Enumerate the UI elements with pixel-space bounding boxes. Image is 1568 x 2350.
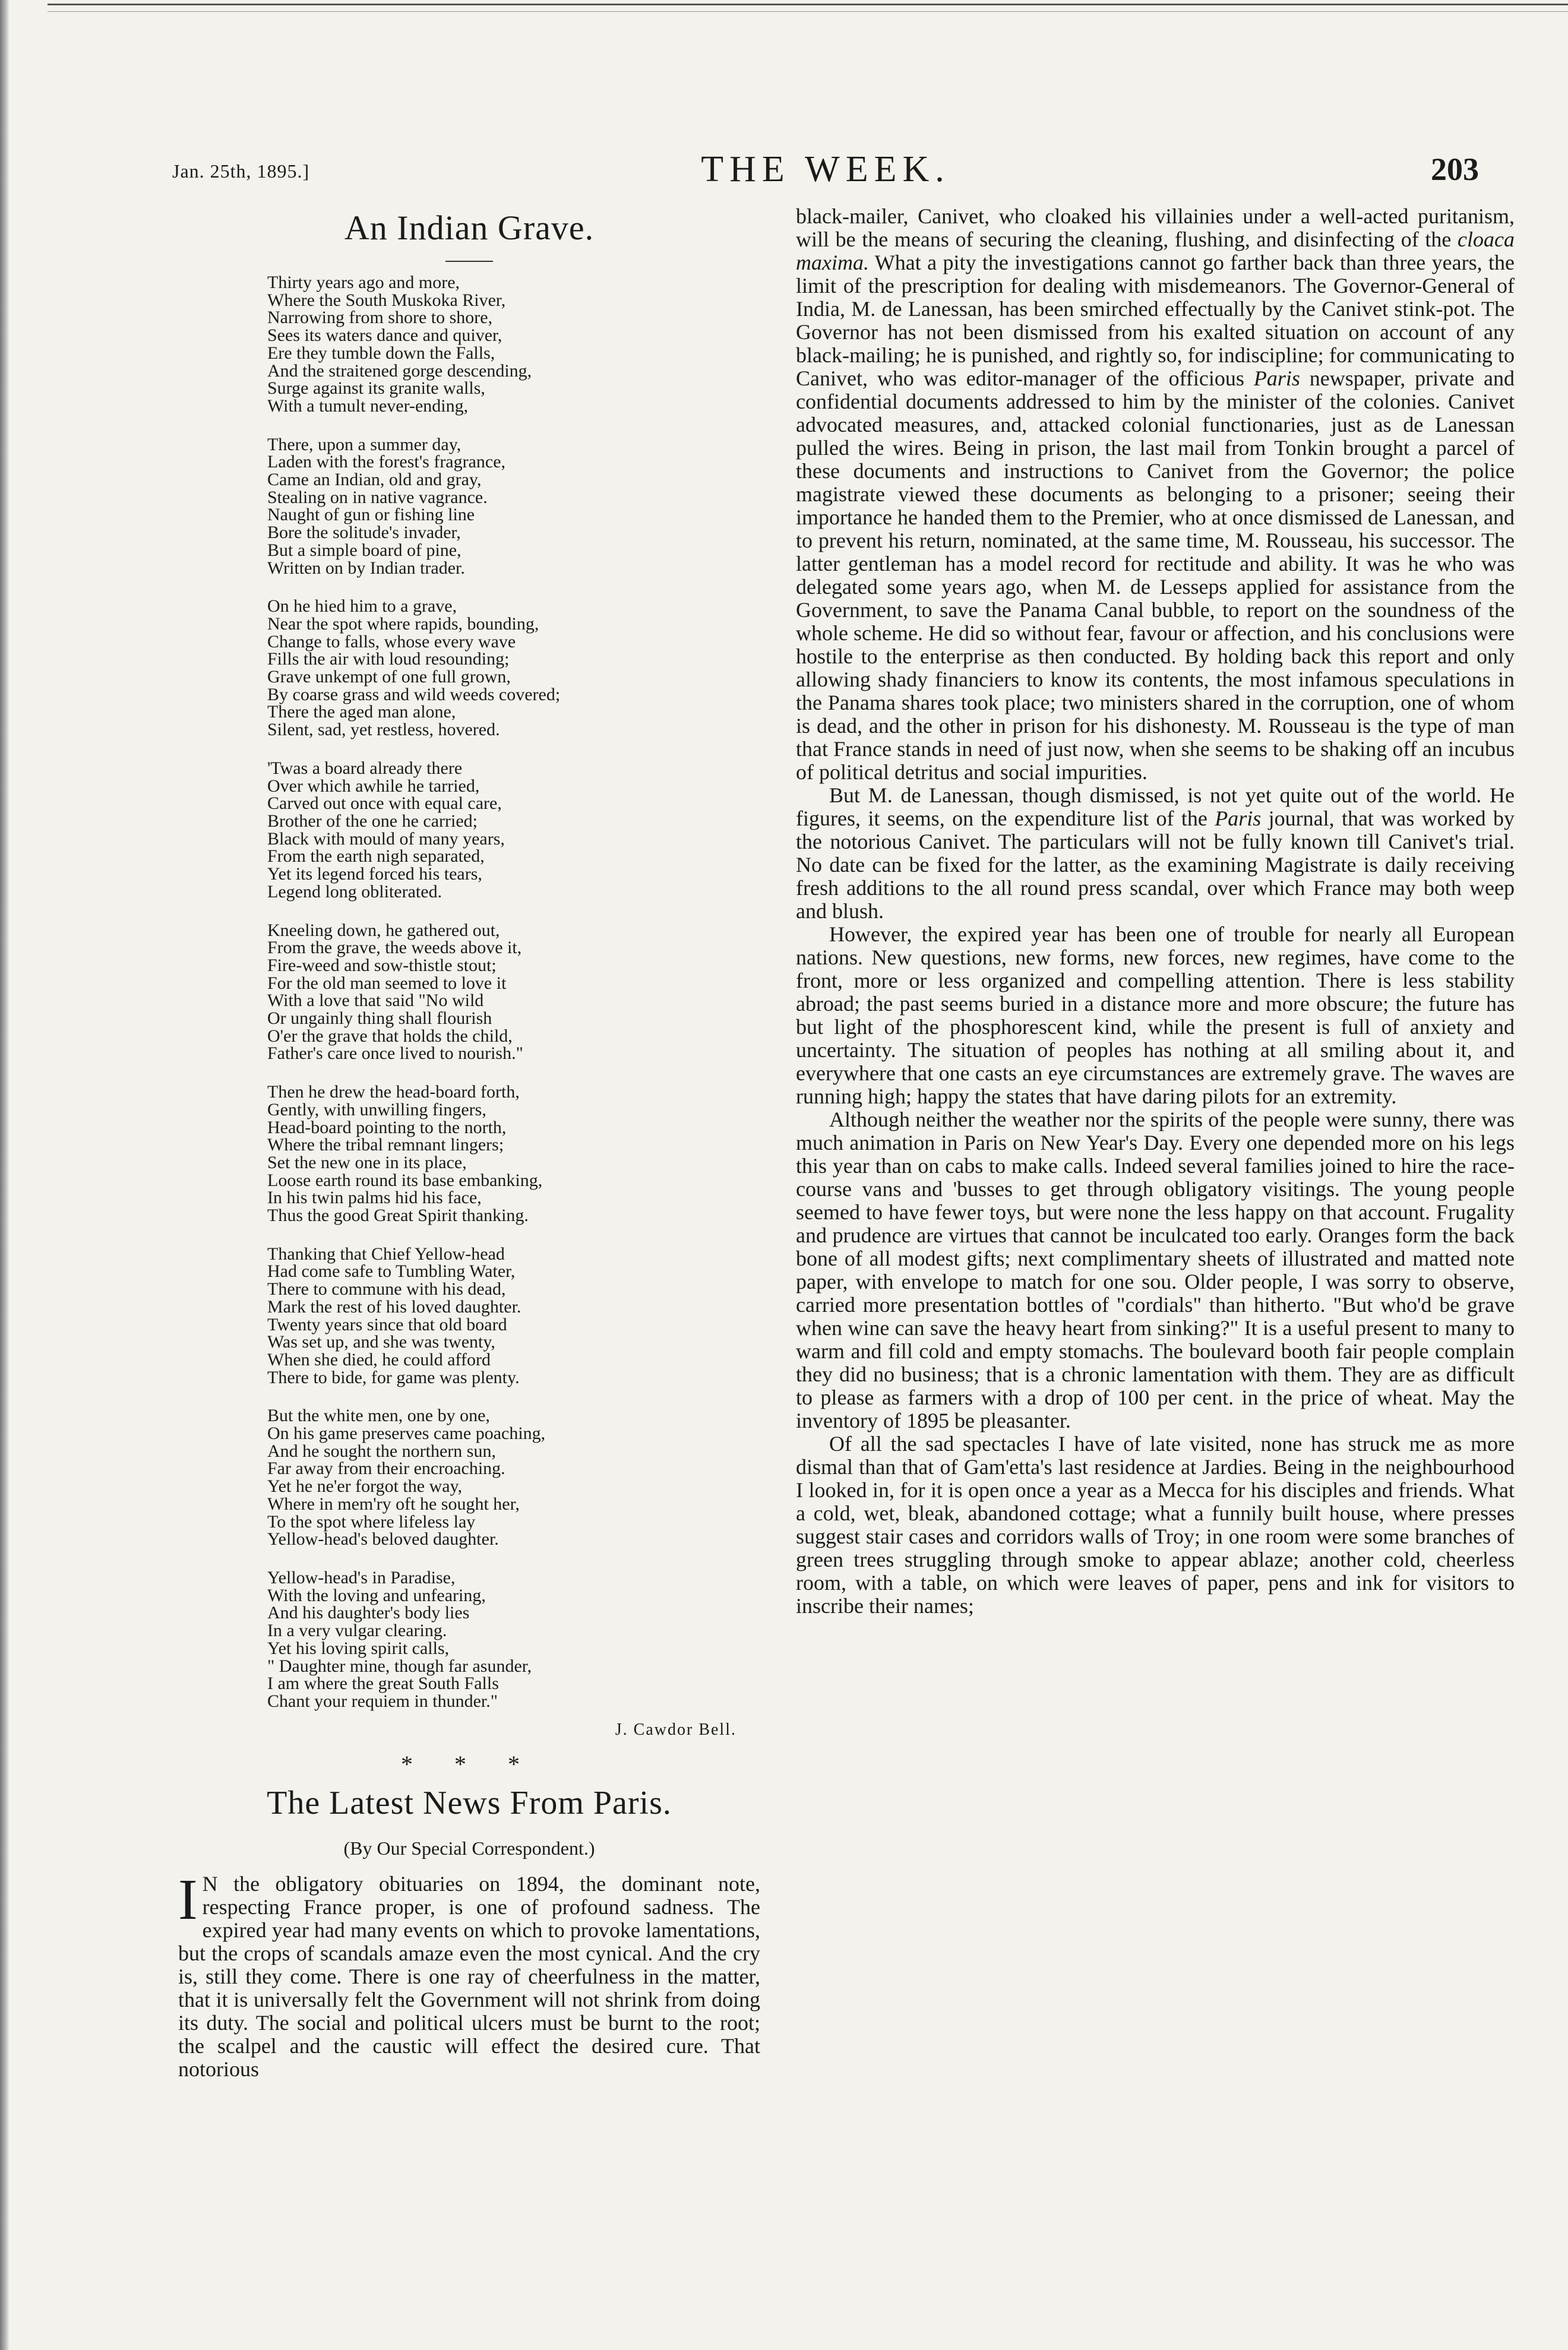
poem-line: Or ungainly thing shall flourish bbox=[267, 1008, 492, 1029]
poem-line: Thus the good Great Spirit thanking. bbox=[267, 1206, 529, 1226]
poem-line: Surge against its granite walls, bbox=[267, 378, 485, 398]
poem-stanza bbox=[267, 274, 760, 415]
article-paragraph: However, the expired year has been one of trouble for nearly all European nations. New questions, new forms, new forces, new regimes, have come to the front, more or less organized and compelling attention. There is less stability abroad; the past seems buried in a distance more and more obscure; the future has but light of the phosphorescent kind, while the present is full of anxiety and uncertainty. The situation of peoples has nothing at all smiling about it, and everywhere that one casts an eye circumstances are extremely grave. The waves are running high; happy the states that have daring pilots for an extremity. bbox=[796, 922, 1515, 1108]
top-rule bbox=[48, 4, 1568, 12]
left-column bbox=[178, 208, 760, 2334]
poem-line: " Daughter mine, though far asunder, bbox=[267, 1656, 532, 1676]
article-byline: (By Our Special Correspondent.) bbox=[343, 1837, 595, 1859]
poem-line: And he sought the northern sun, bbox=[267, 1441, 496, 1461]
poem-line: Then he drew the head-board forth, bbox=[267, 1082, 520, 1102]
poem-line: Was set up, and she was twenty, bbox=[267, 1332, 495, 1352]
poem-author: J. Cawdor Bell. bbox=[615, 1720, 736, 1739]
article-paragraph: Although neither the weather nor the spirits of the people were sunny, there was much animation in Paris on New Year's Day. Every one depended more on his legs this year than on cabs to make calls. Indeed several families joined to hire the race-course vans and 'busses to get through obligatory visitings. The young people seemed to have fewer toys, but were none the less happy on that account. Frugality and prudence are virtues that cannot be inculcated too early. Oranges form the back bone of all modest gifts; next complimentary sheets of illustrated and matted note paper, with envelope to match for one sou. Older people, I was sorry to observe, carried more presentation bottles of "cordials" than hitherto. "But who'd be grave when wine can save the heavy heart from sinking?" It is a useful present to many to warm and fill cold and empty stomachs. The boulevard booth fair people complain they did no business; that is a chronic lamentation with them. They are as difficult to please as farmers with a drop of 100 per cent. in the price of wheat. May the inventory of 1895 be pleasanter. bbox=[796, 1108, 1515, 1432]
poem-line: Written on by Indian trader. bbox=[267, 558, 465, 578]
article-paragraph: I N the obligatory obituaries on 1894, the dominant note, respecting France proper, is one of profound sadness. The expired year had many events on which to provoke lamentations, but the crops of scandals amaze even the most cynical. And the cry is, still they come. There is one ray of cheerfulness in the matter, that it is universally felt the Government will not shrink from doing its duty. The social and political ulcers must be burnt to the root; the scalpel and the caustic will effect the desired cure. That notorious bbox=[178, 1867, 760, 2081]
poem-line: Chant your requiem in thunder." bbox=[267, 1691, 498, 1711]
poem-line: There, upon a summer day, bbox=[267, 434, 461, 454]
right-column bbox=[796, 205, 1515, 2331]
poem-line: With the loving and unfearing, bbox=[267, 1585, 486, 1605]
article-paragraph: Of all the sad spectacles I have of late visited, none has struck me as more dismal than that of Gam'etta's last residence at Jardies. Being in the neighbourhood I looked in, for it is open once a year as a Mecca for his disciples and friends. What a cold, wet, bleak, abandoned cottage; what a funnily built house, where presses suggest stair cases and corridors walls of Troy; in one room were some branches of green trees struggling through smoke to appear ablaze; another cold, cheerless room, with a table, on which were leaves of paper, pens and ink for visitors to inscribe their names; bbox=[796, 1432, 1515, 1618]
article-paragraph: black-mailer, Canivet, who cloaked his villainies under a well-acted puritanism, will be the means of securing the cleaning, flushing, and disinfecting of the cloaca maxima. What a pity the investigations cannot go farther back than three years, the limit of the prescription for dealing with misdemeanors. The Governor-General of India, M. de Lanessan, has been smirched effectually by the Canivet stink-pot. The Governor has not been dismissed from his exalted situation on account of any black-mailing; he is punished, and rightly so, for indiscipline; for communicating to Canivet, who was editor-manager of the officious Paris newspaper, private and confidential documents addressed to him by the minister of the colonies. Canivet advocated measures, and, attacked colonial functionaries, just as de Lanessan pulled the wires. Being in prison, the last mail from Tonkin brought a parcel of these documents and instructions to Canivet from the Governor; the police magistrate viewed these documents as belonging to a prisoner; seeing their importance he handed them to the Premier, who at once dismissed de Lanessan, and to prevent his return, nominated, at the same time, M. Rousseau, his successor. The latter gentleman has a model record for rectitude and ability. It was he who was delegated some years ago, when M. de Lesseps applied for assistance from the Government, to save the Panama Canal bubble, to report on the soundness of the whole scheme. He did so without fear, favour or affection, and his conclusions were hostile to the enterprise as then conducted. By holding back this report and only allowing shady financiers to know its contents, the most infamous speculations in the Panama shares took place; two ministers shared in the corruption, one of whom is dead, and the other in prison for his dishonesty. M. Rousseau is the type of man that France stands in need of just now, when she seems to be shaking off an incubus of political detritus and social impurities. bbox=[796, 205, 1515, 784]
poem-line: Thanking that Chief Yellow-head bbox=[267, 1244, 505, 1264]
poem-line: For the old man seemed to love it bbox=[267, 973, 507, 993]
poem-line: Thirty years ago and more, bbox=[267, 273, 460, 292]
poem-line: Where the South Muskoka River, bbox=[267, 290, 506, 310]
poem-title: An Indian Grave. bbox=[344, 208, 595, 247]
article-title: The Latest News From Paris. bbox=[267, 1784, 672, 1821]
poem-line: Loose earth round its base embanking, bbox=[267, 1170, 543, 1190]
poem-line: Yet he ne'er forgot the way, bbox=[267, 1476, 463, 1497]
poem-stanza bbox=[267, 1245, 760, 1387]
poem-line: Over which awhile he tarried, bbox=[267, 776, 480, 796]
poem-line: On his game preserves came poaching, bbox=[267, 1424, 546, 1444]
poem-line: Ere they tumble down the Falls, bbox=[267, 343, 495, 363]
poem-line: Set the new one in its place, bbox=[267, 1152, 467, 1172]
poem-line: Had come safe to Tumbling Water, bbox=[267, 1261, 516, 1282]
poem-line: Gently, with unwilling fingers, bbox=[267, 1099, 486, 1119]
poem-body bbox=[267, 274, 760, 1710]
poem-line: Near the spot where rapids, bounding, bbox=[267, 613, 539, 634]
poem-line: Yellow-head's beloved daughter. bbox=[267, 1529, 499, 1549]
poem-line: Yellow-head's in Paradise, bbox=[267, 1568, 456, 1587]
poem-line: Sees its waters dance and quiver, bbox=[267, 325, 502, 346]
poem-line: And his daughter's body lies bbox=[267, 1603, 470, 1623]
poem-stanza bbox=[267, 922, 760, 1063]
page-number: 203 bbox=[1431, 151, 1479, 187]
poem-stanza bbox=[267, 1083, 760, 1225]
poem-stanza bbox=[267, 760, 760, 901]
poem-line: On he hied him to a grave, bbox=[267, 596, 457, 616]
poem-line: With a love that said "No wild bbox=[267, 991, 484, 1011]
poem-line: Where in mem'ry oft he sought her, bbox=[267, 1494, 520, 1514]
poem-stanza bbox=[267, 1569, 760, 1710]
poem-line: With a tumult never-ending, bbox=[267, 396, 469, 416]
poem-line: Where the tribal remnant lingers; bbox=[267, 1135, 504, 1155]
poem-stanza bbox=[267, 1407, 760, 1548]
issue-date: Jan. 25th, 1895.] bbox=[172, 160, 310, 182]
poem-line: Far away from their encroaching. bbox=[267, 1459, 505, 1479]
poem-line: Legend long obliterated. bbox=[267, 881, 442, 902]
poem-line: There to bide, for game was plenty. bbox=[267, 1367, 520, 1387]
poem-line: Stealing on in native vagrance. bbox=[267, 487, 488, 507]
poem-line: Twenty years since that old board bbox=[267, 1314, 507, 1334]
poem-line: 'Twas a board already there bbox=[267, 758, 463, 778]
poem-line: By coarse grass and wild weeds covered; bbox=[267, 684, 561, 704]
page-header bbox=[172, 148, 1479, 202]
poem-line: From the grave, the weeds above it, bbox=[267, 938, 522, 958]
poem-line: There the aged man alone, bbox=[267, 702, 456, 722]
poem-line: Came an Indian, old and gray, bbox=[267, 470, 482, 490]
poem-line: O'er the grave that holds the child, bbox=[267, 1026, 513, 1046]
poem-line: Laden with the forest's fragrance, bbox=[267, 452, 506, 472]
poem-line: Head-board pointing to the north, bbox=[267, 1117, 507, 1137]
poem-line: There to commune with his dead, bbox=[267, 1279, 506, 1299]
poem-line: Narrowing from shore to shore, bbox=[267, 308, 493, 328]
poem-line: Carved out once with equal care, bbox=[267, 793, 502, 814]
poem-line: Bore the solitude's invader, bbox=[267, 523, 461, 543]
page-edge-shadow bbox=[0, 0, 10, 2350]
article-paragraph: But M. de Lanessan, though dismissed, is not yet quite out of the world. He figures, it seems, on the expenditure list of the Paris journal, that was worked by the notorious Canivet. The particulars will not be fully known till Canivet's trial. No date can be fixed for the latter, as the examining Magistrate is daily receiving fresh additions to the all round press scandal, over which France may both weep and blush. bbox=[796, 783, 1515, 923]
article-text-right bbox=[796, 205, 1515, 1618]
poem-line: Kneeling down, he gathered out, bbox=[267, 920, 500, 940]
poem-line: Brother of the one he carried; bbox=[267, 811, 478, 831]
poem-line: In a very vulgar clearing. bbox=[267, 1621, 447, 1641]
poem-line: To the spot where lifeless lay bbox=[267, 1511, 476, 1532]
poem-line: When she died, he could afford bbox=[267, 1349, 491, 1369]
poem-line: But a simple board of pine, bbox=[267, 540, 461, 560]
masthead-title: THE WEEK. bbox=[701, 149, 950, 189]
poem-line: Yet its legend forced his tears, bbox=[267, 864, 482, 884]
poem-line: Father's care once lived to nourish." bbox=[267, 1043, 523, 1064]
poem-line: Black with mould of many years, bbox=[267, 828, 505, 849]
poem-line: Mark the rest of his loved daughter. bbox=[267, 1296, 521, 1317]
poem-line: In his twin palms hid his face, bbox=[267, 1188, 482, 1208]
poem-line: Silent, sad, yet restless, hovered. bbox=[267, 720, 500, 740]
poem-line: Change to falls, whose every wave bbox=[267, 631, 516, 651]
poem-stanza bbox=[267, 597, 760, 739]
drop-cap: I bbox=[178, 1867, 198, 1932]
poem-line: I am where the great South Falls bbox=[267, 1674, 499, 1694]
section-separator: * * * bbox=[401, 1750, 538, 1777]
poem-line: Grave unkempt of one full grown, bbox=[267, 667, 511, 687]
poem-line: But the white men, one by one, bbox=[267, 1406, 490, 1426]
poem-line: Yet his loving spirit calls, bbox=[267, 1638, 450, 1658]
poem-line: Naught of gun or fishing line bbox=[267, 505, 475, 525]
poem-stanza bbox=[267, 436, 760, 577]
poem-line: And the straitened gorge descending, bbox=[267, 360, 532, 381]
article-text-left bbox=[178, 1867, 760, 2081]
title-rule bbox=[445, 261, 493, 262]
poem-line: Fills the air with loud resounding; bbox=[267, 649, 510, 669]
poem-line: From the earth nigh separated, bbox=[267, 846, 485, 866]
poem-line: Fire-weed and sow-thistle stout; bbox=[267, 955, 497, 975]
